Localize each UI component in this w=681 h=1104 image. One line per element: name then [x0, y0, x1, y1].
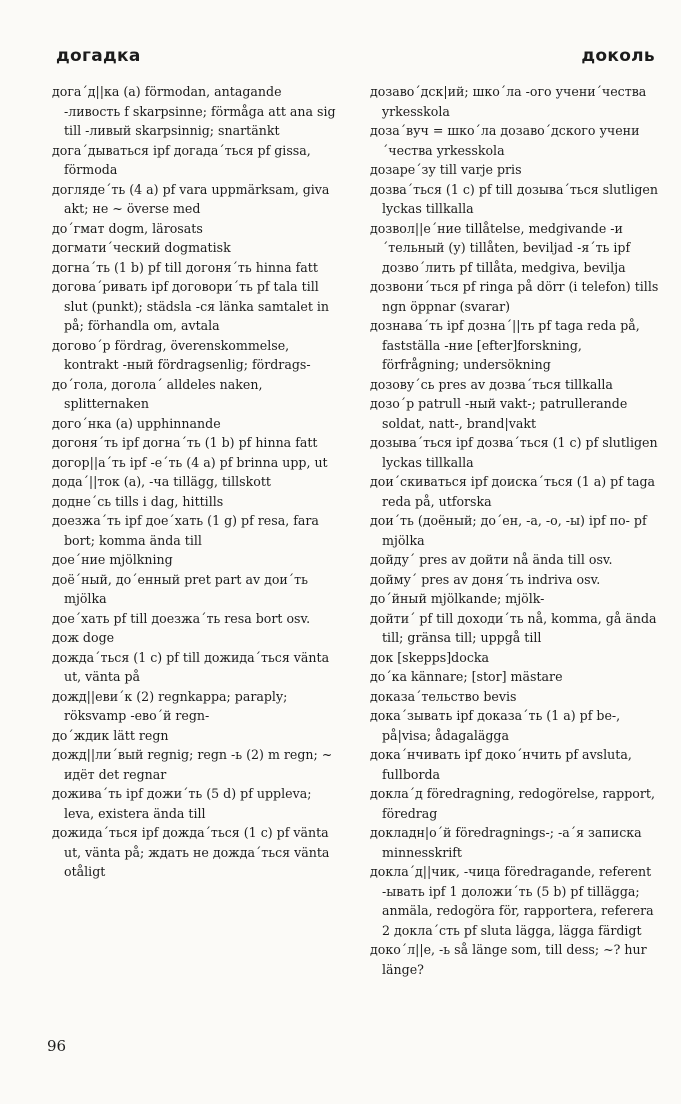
dictionary-entry: доё´ный, до´енный pret part av дои´ть mjölka [52, 571, 308, 606]
dictionary-entry: доезжа´ть ipf дое´хать (1 g) pf resa, fara bort; komma ända till [52, 513, 319, 548]
dictionary-entry: дойду´ pres av дойти nå ända till osv. [370, 552, 613, 567]
dictionary-entry: дознава´ть ipf дозна´||ть pf taga reda på, fastställa -ние [efter]forskning, förfrågning; undersökning [370, 318, 640, 372]
dictionary-entry: догово´р fördrag, överenskommelse, kontrakt -ный fördragsenlig; fördrags- [52, 337, 311, 372]
dictionary-entry: дожд||еви´к (2) regnkappa; paraply; röksvamp -ево´й regn- [52, 688, 288, 723]
dictionary-entry: дое´ние mjölkning [52, 552, 173, 567]
dictionary-entry: докла´д föredragning, redogörelse, rapport, föredrag [370, 786, 655, 821]
dictionary-entry: до´гола, догола´ alldeles naken, splitternaken [52, 376, 263, 411]
dictionary-entry: дога´д||ка (а) förmodan, antagande -ливость f skarpsinne; förmåga att ana sig till -ливый skarpsinnig; snartänkt [52, 84, 336, 138]
right-column [370, 82, 660, 979]
dictionary-entry: докла´д||чик, -чица föredragande, referent -ывать ipf 1 доложи´ть (5 b) pf tillägga; anmäla, redogöra för, rapportera, referera 2 докла´сть pf sluta lägga, lägga färdigt [370, 864, 654, 938]
dictionary-entry: дожива´ть ipf дожи´ть (5 d) pf uppleva; leva, existera ända till [52, 786, 312, 821]
dictionary-entry: до´гмат dogm, lärosats [52, 220, 203, 236]
dictionary-entry: дока´нчивать ipf доко´нчить pf avsluta, fullborda [370, 747, 632, 782]
dictionary-entry: дозо´р patrull -ный vakt-; patrullerande soldat, natt-, brand|vakt [370, 396, 628, 431]
dictionary-entry: дожда´ться (1 с) pf till дожида´ться vänta ut, vänta på [52, 649, 330, 684]
dictionary-entry: дого´нка (а) upphinnande [52, 415, 221, 431]
page-number: 96 [47, 1037, 67, 1055]
dictionary-entry: дож doge [52, 630, 115, 645]
dictionary-entry: докладн|о´й föredragnings-; -а´я записка minnesskrift [370, 825, 642, 860]
dictionary-entry: дода´||ток (а), -ча tillägg, tillskott [52, 474, 271, 489]
dictionary-entry: догор||а´ть ipf -е´ть (4 а) pf brinna upp, ut [52, 454, 328, 470]
dictionary-entry: до´ка kännare; [stor] mästare [370, 669, 563, 684]
running-head-left: догадка [56, 46, 141, 66]
dictionary-entry: догляде´ть (4 а) pf vara uppmärksam, giva akt; не ~ överse med [52, 181, 330, 216]
dictionary-entry: дозвони´ться pf ringa på dörr (i telefon) tills ngn öppnar (svarar) [370, 279, 659, 314]
dictionary-entry: доко´л||е, -ь så länge som, till dess; ~? hur länge? [370, 942, 647, 977]
running-head-right: доколь [581, 46, 655, 66]
dictionary-entry: до´йный mjölkande; mjölk- [370, 591, 545, 606]
dictionary-entry: дожд||ли´вый regnig; regn -ь (2) m regn; ~ идёт det regnar [52, 747, 333, 782]
dictionary-entry: до´ждик lätt regn [52, 727, 169, 743]
dictionary-entry: дойти´ pf till доходи´ть nå, komma, gå ända till; gränsa till; uppgå till [370, 610, 657, 645]
dictionary-entry: догоня´ть ipf догна´ть (1 b) pf hinna fatt [52, 435, 318, 450]
dictionary-entry: дозыва´ться ipf дозва´ться (1 с) pf slutligen lyckas tillkalla [370, 435, 658, 470]
dictionary-entry: дока´зывать ipf доказа´ть (1 а) pf be-, på|visa; ådagalägga [370, 708, 621, 743]
dictionary-entry: док [skepps]docka [370, 649, 490, 665]
dictionary-entry: доза´вуч = шко´ла дозаво´дского учени´чества yrkesskola [370, 123, 640, 158]
left-column [52, 82, 339, 882]
dictionary-entry: дойму´ pres av доня´ть indriva osv. [370, 571, 601, 587]
dictionary-entry: дое´хать pf till доезжа´ть resa bort osv. [52, 610, 311, 626]
dictionary-entry: догна´ть (1 b) pf till догоня´ть hinna fatt [52, 259, 318, 275]
dictionary-entry: дожида´ться ipf дожда´ться (1 с) pf vänta ut, vänta på; ждать не дожда´ться vänta otåligt [52, 825, 330, 879]
dictionary-entry: дои´скиваться ipf доиска´ться (1 а) pf taga reda på, utforska [370, 474, 656, 509]
dictionary-entry: дозва´ться (1 с) pf till дозыва´ться slutligen lyckas tillkalla [370, 181, 658, 216]
dictionary-entry: дозаво´дск|ий; шко´ла -ого учени´чества yrkesskola [370, 84, 647, 119]
dictionary-entry: дозвол||е´ние tillåtelse, medgivande -и´тельный (у) tillåten, beviljad -я´ть ipf дозво´лить pf tillåta, medgiva, bevilja [370, 220, 631, 275]
dictionary-entry: доказа´тельство bevis [370, 688, 517, 704]
dictionary-entry: догова´ривать ipf договори´ть pf tala till slut (punkt); städsla -ся länka samtalet in på; förhandla om, avtala [52, 279, 330, 333]
dictionary-entry: дога´дываться ipf догада´ться pf gissa, förmoda [52, 142, 311, 177]
dictionary-entry: дозаре´зу till varje pris [370, 162, 522, 177]
dictionary-entry: дозову´сь pres av дозва´ться tillkalla [370, 376, 613, 392]
dictionary-entry: дои´ть (доёный; до´ен, -а, -о, -ы) ipf по- pf mjölka [370, 513, 647, 548]
dictionary-entry: догмати´ческий dogmatisk [52, 240, 231, 255]
dictionary-entry: доднe´сь tills i dag, hittills [52, 493, 224, 509]
